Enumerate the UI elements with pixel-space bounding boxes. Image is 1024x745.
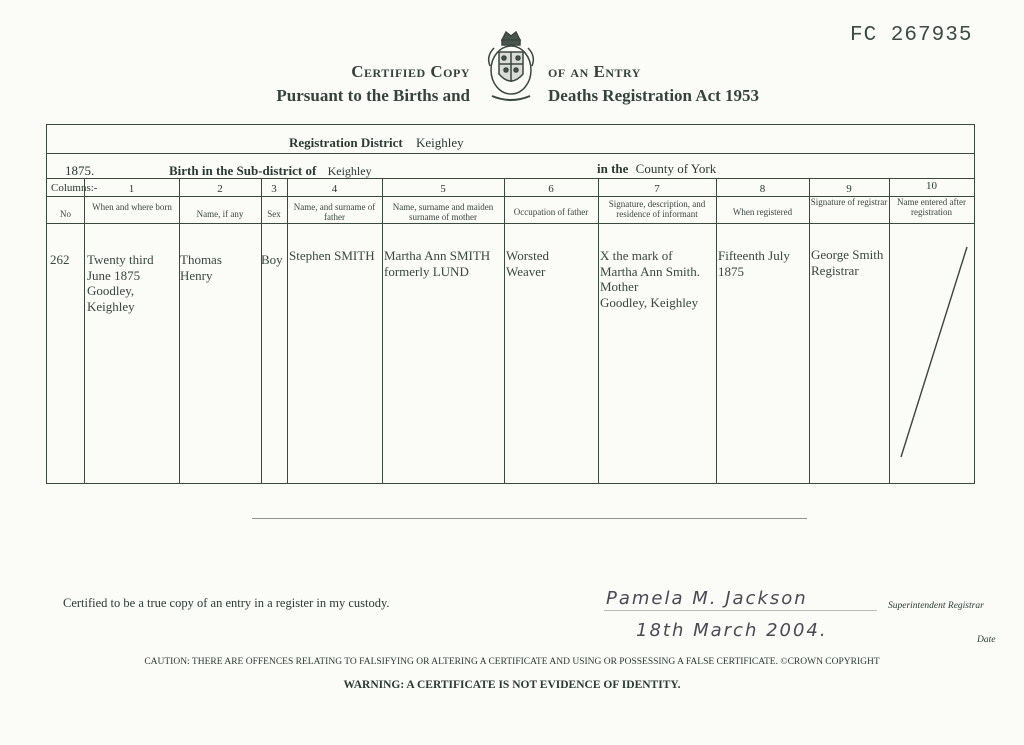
entry-occupation-of-father: Worsted Weaver xyxy=(506,248,549,279)
subdistrict-value: Keighley xyxy=(327,164,372,178)
heading-left xyxy=(200,60,470,108)
entry-registrar: George Smith Registrar xyxy=(811,247,884,278)
column-header-6: Occupation of father xyxy=(513,207,589,217)
heading-line1-left: Certified Copy xyxy=(351,62,470,81)
county xyxy=(597,161,716,177)
registration-district-label: Registration District xyxy=(289,135,403,150)
entry-sex: Boy xyxy=(261,252,283,267)
registration-district xyxy=(289,135,464,151)
heading-line2-right: Deaths Registration Act 1953 xyxy=(548,86,760,105)
column-header-9: Signature of registrar xyxy=(810,197,888,207)
entry-number: 262 xyxy=(50,252,70,267)
signature-role-label: Superintendent Registrar xyxy=(888,601,984,611)
heading-line2-left: Pursuant to the Births and xyxy=(276,86,470,105)
entry-when-registered: Fifteenth July 1875 xyxy=(718,248,790,279)
column-number-3: 3 xyxy=(271,183,277,195)
entry-mother: Martha Ann SMITH formerly LUND xyxy=(384,248,491,279)
superintendent-signature: Pamela M. Jackson xyxy=(606,588,808,609)
column-number-2: 2 xyxy=(217,183,223,195)
subdistrict-label: Birth in the Sub-district of xyxy=(169,163,317,178)
column-number-6: 6 xyxy=(548,183,554,195)
column-number-10: 10 xyxy=(926,180,937,192)
birth-year: 1875. xyxy=(65,163,95,178)
column-header-5: Name, surname and maiden surname of mother xyxy=(392,202,494,222)
heading-right xyxy=(548,60,759,108)
warning-notice: WARNING: A CERTIFICATE IS NOT EVIDENCE OF IDENTITY. xyxy=(343,679,681,691)
signature-line xyxy=(604,610,877,611)
county-value: County of York xyxy=(635,161,717,176)
subdistrict xyxy=(169,163,372,179)
county-label: in the xyxy=(597,161,629,176)
column-header-2: Name, if any xyxy=(196,209,244,219)
column-header-8: When registered xyxy=(732,207,793,217)
column-header-4: Name, and surname of father xyxy=(293,202,376,222)
diagonal-strike-line xyxy=(889,225,974,483)
certification-date: 18th March 2004. xyxy=(636,620,828,641)
date-label: Date xyxy=(977,635,996,645)
caution-notice: CAUTION: THERE ARE OFFENCES RELATING TO FALSIFYING OR ALTERING A CERTIFICATE AND USING OR POSSESSING A FALSE CERTIFICATE. ©CROWN COPYRIGHT xyxy=(144,657,880,667)
column-header-10: Name entered after registration xyxy=(897,197,966,217)
columns-label: Columns:- xyxy=(51,182,98,194)
entry-when-where-born: Twenty third June 1875 Goodley, Keighley xyxy=(87,252,154,314)
entry-father: Stephen SMITH xyxy=(289,248,375,263)
column-number-8: 8 xyxy=(759,183,766,195)
entry-informant: X the mark of Martha Ann Smith. Mother Goodley, Keighley xyxy=(600,248,701,310)
certificate-serial-number: FC 267935 xyxy=(850,24,973,47)
certification-statement: Certified to be a true copy of an entry in a register in my custody. xyxy=(63,596,390,610)
entry-name: Thomas Henry xyxy=(180,252,222,283)
column-number-5: 5 xyxy=(440,183,446,195)
heading-line1-right: of an Entry xyxy=(548,62,641,81)
column-number-9: 9 xyxy=(846,183,852,195)
column-header-3: Sex xyxy=(267,209,281,219)
column-header-1: When and where born xyxy=(92,202,172,212)
column-number-4: 4 xyxy=(331,183,338,195)
column-header-7: Signature, description, and residence of informant xyxy=(608,199,706,219)
royal-coat-of-arms-icon xyxy=(482,26,540,108)
column-number-1: 1 xyxy=(128,183,135,195)
column-header-no: No xyxy=(60,209,71,219)
footer-divider xyxy=(252,518,807,519)
registration-district-value: Keighley xyxy=(415,135,464,150)
register-entry-table xyxy=(46,124,975,484)
column-number-7: 7 xyxy=(654,183,660,195)
